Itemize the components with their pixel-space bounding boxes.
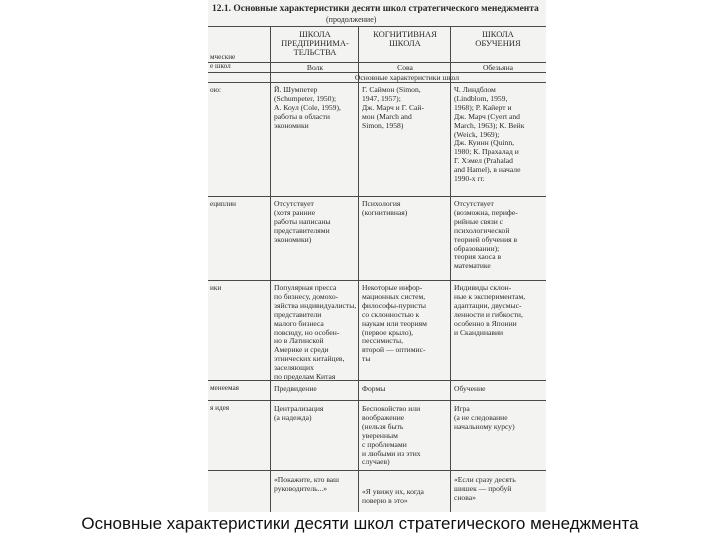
animal-label: Обезьяна (482, 63, 514, 72)
column-header-cognitive: КОГНИТИВНАЯ ШКОЛА (373, 29, 437, 48)
table-cell: Некоторые инфор- мационных систем, философы-пуристы со склонностью к наукам или теориям (первое крыло), пессимисты, второй — оптимис- ты (362, 283, 427, 364)
column-header-entrepreneurial: ШКОЛА ПРЕДПРИНИМА- ТЕЛЬСТВА (281, 29, 349, 57)
slide-caption: Основные характеристики десяти школ стратегического менеджмента (81, 514, 639, 533)
table-cell: Беспокойство или воображение (нельзя быть уверенным с проблемами и любыми из этих случаев) (362, 404, 421, 467)
table-cell: Популярная пресса по бизнесу, домохо- зяйства индивидуалисты, представители малого бизнеса повсюду, но особен- но в Латинской Америке и среди этнических китайцев, заселяющих по пределам Китая (274, 283, 357, 382)
table-cell: Отсутствует (возможна, перифе- рийные связи с психологической теорией обучения в образовании); теория хаоса в математике (454, 199, 518, 271)
column-rule (270, 26, 271, 512)
column-rule (358, 26, 359, 512)
animal-label: Волк (306, 63, 324, 72)
table-title: 12.1. Основные характеристики десяти школ стратегического менеджмента (212, 4, 539, 14)
table-cell: Психология (когнитивная) (362, 199, 408, 217)
rule (208, 400, 546, 401)
column-rule (450, 26, 451, 512)
rule (208, 196, 546, 197)
table-cell: Централизация (а надежда) (274, 404, 324, 422)
table-cell: Й. Шумпетер (Schumpeter, 1950); А. Коул (Cole, 1959), работы в области экономики (274, 85, 341, 130)
rule (208, 470, 546, 471)
scanned-table-image (208, 0, 546, 512)
row-label: менеемая (210, 384, 239, 392)
table-cell: «Если сразу десять шишек — пробуй снова» (454, 475, 516, 502)
table-cell: Формы (362, 384, 386, 393)
row-label: ою: (210, 86, 221, 94)
table-cell: «Я увижу их, когда поверю в это» (362, 487, 424, 505)
table-cell: Ч. Линдблом (Lindblom, 1959, 1968); Р. Кайерт и Дж. Марч (Cyert and March, 1963); К. Вейк (Weick, 1969); Дж. Куинн (Quinn, 1980; К. Прахалад и Г. Хэмел (Prahalad and Hamel), в начале 1990-х гг. (454, 85, 525, 184)
row-label: я идея (210, 404, 230, 412)
table-cell: «Покажите, кто ваш руководитель...» (274, 475, 340, 493)
table-cell: Игра (а не следование начальному курсу) (454, 404, 515, 431)
rule (208, 380, 546, 381)
column-header-learning: ШКОЛА ОБУЧЕНИЯ (475, 29, 521, 48)
table-cell: Предвидение (274, 384, 317, 393)
row-label: ециплин (210, 200, 237, 208)
table-cell: Обучение (454, 384, 486, 393)
table-cell: Индивиды склон- ные к экспериментам, адаптации, двусмыс- ленности и гибкости, особенно в Японии и Скандинавии (454, 283, 526, 337)
rule (208, 82, 546, 83)
section-header: Основные характеристики школ (354, 73, 460, 82)
row-label: ики (210, 284, 222, 292)
rule (208, 280, 546, 281)
row-label: мческие е школ (210, 53, 236, 70)
table-cell: Г. Саймон (Simon, 1947, 1957); Дж. Марч и Г. Сай- мон (March and Simon, 1958) (362, 85, 424, 130)
table-cell: Отсутствует (хотя ранние работы написаны представителями экономики) (274, 199, 331, 244)
rule (208, 26, 546, 27)
animal-label: Сова (397, 63, 413, 72)
table-subtitle: (продолжение) (326, 15, 377, 24)
